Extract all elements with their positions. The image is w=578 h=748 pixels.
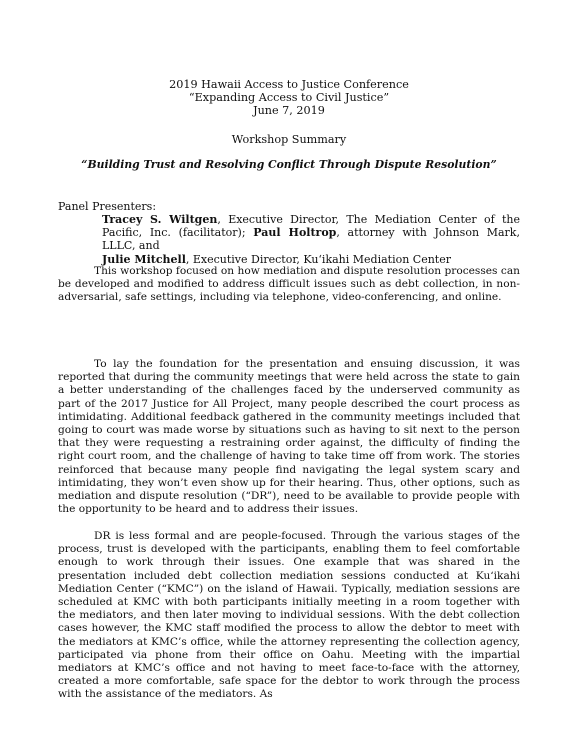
body-paragraph: DR is less formal and are people-focused. Through the various stages of the process, trust is developed with the participants, enabling them to feel comfortable enough to work through their issues. One example that was shared in the presentation included debt collection mediation sessions conducted at Kuʻikahi Mediation Center (“KMC”) on the island of Hawaii. Typically, mediation sessions are scheduled at KMC with both participants initially meeting in a room together with the mediators, and then later moving to individual sessions. With the debt collection cases however, the KMC staff modified the process to allow the debtor to meet with the mediators at KMC’s office, while the attorney representing the collection agency, participated via phone from their office on Oahu. Meeting with the impartial mediators at KMC’s office and not having to meet face-to-face with the attorney, created a more comfortable, safe space for the debtor to work through the process with the assistance of the mediators. As xyxy=(58,530,520,701)
conference-name: 2019 Hawaii Access to Justice Conference xyxy=(169,78,409,91)
presenter-name: Julie Mitchell xyxy=(102,252,186,266)
conference-date: June 7, 2019 xyxy=(253,104,325,117)
presenter-name: Paul Holtrop xyxy=(253,226,337,240)
summary-label: Workshop Summary xyxy=(231,133,347,146)
conference-theme: “Expanding Access to Civil Justice” xyxy=(188,91,390,104)
workshop-title: “Building Trust and Resolving Conflict Through Dispute Resolution” xyxy=(81,158,497,171)
presenters-text xyxy=(102,213,520,266)
body-paragraph: This workshop focused on how mediation and dispute resolution processes can be developed and modified to address difficult issues such as debt collection, in non-adversarial, safe settings, including via telephone, video-conferencing, and online. xyxy=(58,265,520,304)
presenter-name: Tracey S. Wiltgen xyxy=(102,213,218,226)
panel-label: Panel Presenters: xyxy=(58,200,157,213)
presenter-role: , Executive Director, Kuʻikahi Mediation Center xyxy=(185,252,451,266)
conference-header xyxy=(0,78,578,117)
panel-presenters xyxy=(58,213,520,266)
presenter-role: , attorney with Johnson Mark, LLLC, and xyxy=(102,226,520,253)
body-paragraph: To lay the foundation for the presentation and ensuing discussion, it was reported that during the community meetings that were held across the state to gain a better understanding of the challenges faced by the underserved community as part of the 2017 Justice for All Project, many people described the court process as intimidating. Additional feedback gathered in the community meetings included that going to court was made worse by situations such as having to sit next to the person that they were requesting a restraining order against, the difficulty of finding the right court room, and the challenge of having to take time off from work. The stories reinforced that because many people find navigating the legal system scary and intimidating, they won’t even show up for their hearing. Thus, other options, such as mediation and dispute resolution (“DR”), need to be available to provide people with the opportunity to be heard and to address their issues. xyxy=(58,358,520,516)
presenter-role: , Executive Director, The Mediation Center of the Pacific, Inc. (facilitator); xyxy=(102,213,520,240)
